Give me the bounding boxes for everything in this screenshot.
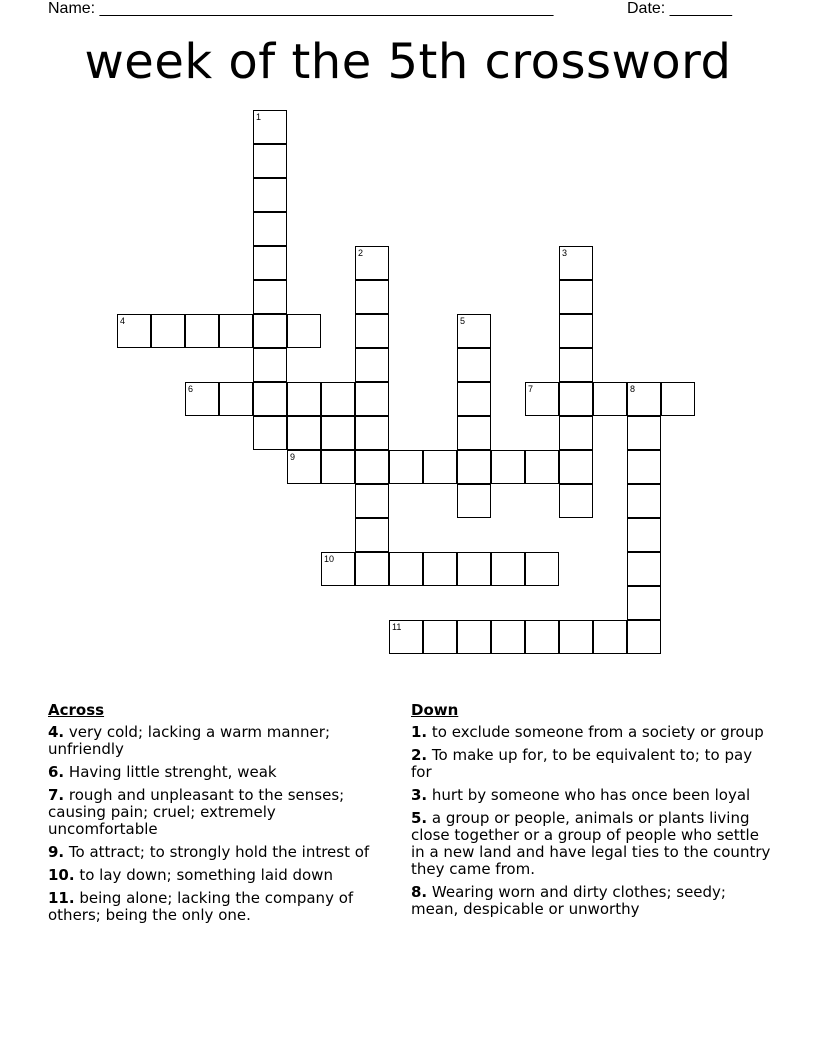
date-field-label[interactable]: Date: _______: [627, 0, 732, 17]
clue-number: 6.: [48, 763, 65, 781]
grid-cell[interactable]: [219, 382, 253, 416]
clue-number: 3.: [411, 786, 428, 804]
clue-text: To make up for, to be equivalent to; to pay for: [411, 746, 753, 781]
clue-across-7: [48, 787, 388, 838]
grid-cell[interactable]: [525, 382, 559, 416]
grid-cell[interactable]: [627, 382, 661, 416]
grid-cell[interactable]: [355, 518, 389, 552]
clue-text: Having little strenght, weak: [68, 763, 277, 781]
clue-down-5: [411, 810, 771, 878]
grid-cell[interactable]: [627, 552, 661, 586]
grid-cell[interactable]: [355, 484, 389, 518]
clue-number-label: 5: [460, 316, 466, 326]
grid-cell[interactable]: [389, 450, 423, 484]
clue-text: very cold; lacking a warm manner; unfriendly: [48, 723, 331, 758]
grid-cell[interactable]: [287, 450, 321, 484]
grid-cell[interactable]: [423, 620, 457, 654]
grid-cell[interactable]: [457, 416, 491, 450]
grid-cell[interactable]: [627, 620, 661, 654]
grid-cell[interactable]: [525, 552, 559, 586]
clue-down-2: [411, 747, 771, 781]
grid-cell[interactable]: [525, 620, 559, 654]
grid-cell[interactable]: [559, 280, 593, 314]
clue-text: hurt by someone who has once been loyal: [431, 786, 751, 804]
grid-cell[interactable]: [559, 314, 593, 348]
grid-cell[interactable]: [355, 382, 389, 416]
clue-text: being alone; lacking the company of others; being the only one.: [48, 889, 354, 924]
grid-cell[interactable]: [287, 382, 321, 416]
clue-number: 7.: [48, 786, 65, 804]
grid-cell[interactable]: [627, 450, 661, 484]
grid-cell[interactable]: [457, 450, 491, 484]
down-heading: Down: [411, 701, 459, 719]
grid-cell[interactable]: [355, 314, 389, 348]
clue-text: to exclude someone from a society or group: [431, 723, 764, 741]
grid-cell[interactable]: [491, 552, 525, 586]
grid-cell[interactable]: [457, 552, 491, 586]
clue-across-11: [48, 890, 388, 924]
grid-cell[interactable]: [253, 110, 287, 144]
grid-cell[interactable]: [253, 280, 287, 314]
clue-number: 4.: [48, 723, 65, 741]
clue-number-label: 4: [120, 316, 126, 326]
grid-cell[interactable]: [253, 178, 287, 212]
clue-number-label: 9: [290, 452, 296, 462]
grid-cell[interactable]: [321, 382, 355, 416]
grid-cell[interactable]: [253, 382, 287, 416]
grid-cell[interactable]: [627, 518, 661, 552]
grid-cell[interactable]: [593, 620, 627, 654]
clue-text: To attract; to strongly hold the intrest of: [68, 843, 370, 861]
clue-across-10: [48, 867, 388, 884]
grid-cell[interactable]: [457, 348, 491, 382]
grid-cell[interactable]: [559, 620, 593, 654]
clue-text: Wearing worn and dirty clothes; seedy; mean, despicable or unworthy: [411, 883, 726, 918]
grid-cell[interactable]: [253, 246, 287, 280]
clue-number-label: 6: [188, 384, 194, 394]
clue-number-label: 1: [256, 112, 262, 122]
grid-cell[interactable]: [661, 382, 695, 416]
grid-cell[interactable]: [457, 620, 491, 654]
clue-across-6: [48, 764, 388, 781]
grid-cell[interactable]: [423, 450, 457, 484]
clue-number-label: 10: [324, 554, 335, 564]
grid-cell[interactable]: [559, 416, 593, 450]
clue-number-label: 11: [392, 622, 402, 632]
grid-cell[interactable]: [219, 314, 253, 348]
clue-across-9: [48, 844, 388, 861]
grid-cell[interactable]: [151, 314, 185, 348]
grid-cell[interactable]: [559, 348, 593, 382]
grid-cell[interactable]: [287, 314, 321, 348]
clue-across-4: [48, 724, 388, 758]
grid-cell[interactable]: [253, 348, 287, 382]
grid-cell[interactable]: [491, 450, 525, 484]
across-heading: Across: [48, 701, 105, 719]
grid-cell[interactable]: [559, 382, 593, 416]
grid-cell[interactable]: [525, 450, 559, 484]
grid-cell[interactable]: [627, 586, 661, 620]
grid-cell[interactable]: [321, 416, 355, 450]
grid-cell[interactable]: [117, 314, 151, 348]
across-clues: [48, 700, 388, 930]
grid-cell[interactable]: [321, 450, 355, 484]
clue-number: 5.: [411, 809, 428, 827]
grid-cell[interactable]: [253, 212, 287, 246]
grid-cell[interactable]: [321, 552, 355, 586]
clue-number-label: 7: [528, 384, 534, 394]
clue-number-label: 2: [358, 248, 364, 258]
name-field-label[interactable]: Name: ___________________________________________________: [48, 0, 554, 17]
grid-cell[interactable]: [185, 382, 219, 416]
grid-cell[interactable]: [389, 552, 423, 586]
clue-down-8: [411, 884, 771, 918]
grid-cell[interactable]: [253, 416, 287, 450]
clue-number: 9.: [48, 843, 65, 861]
clue-number: 11.: [48, 889, 75, 907]
grid-cell[interactable]: [355, 280, 389, 314]
clue-down-1: [411, 724, 771, 741]
grid-cell[interactable]: [559, 484, 593, 518]
grid-cell[interactable]: [185, 314, 219, 348]
clue-number: 8.: [411, 883, 428, 901]
grid-cell[interactable]: [355, 348, 389, 382]
grid-cell[interactable]: [355, 416, 389, 450]
grid-cell[interactable]: [491, 620, 525, 654]
clue-number: 10.: [48, 866, 75, 884]
clue-number-label: 3: [562, 248, 568, 258]
grid-cell[interactable]: [627, 484, 661, 518]
grid-cell[interactable]: [423, 552, 457, 586]
grid-cell[interactable]: [559, 246, 593, 280]
grid-cell[interactable]: [355, 450, 389, 484]
grid-cell[interactable]: [389, 620, 423, 654]
grid-cell[interactable]: [253, 314, 287, 348]
clue-number: 1.: [411, 723, 428, 741]
grid-cell[interactable]: [253, 144, 287, 178]
grid-cell[interactable]: [457, 484, 491, 518]
clue-number: 2.: [411, 746, 428, 764]
page-title: week of the 5th crossword: [84, 34, 732, 90]
clue-number-label: 8: [630, 384, 636, 394]
grid-cell[interactable]: [355, 552, 389, 586]
clue-text: to lay down; something laid down: [79, 866, 333, 884]
grid-cell[interactable]: [457, 382, 491, 416]
down-clues: [411, 700, 771, 924]
grid-cell[interactable]: [593, 382, 627, 416]
clue-down-3: [411, 787, 771, 804]
clue-text: rough and unpleasant to the senses; causing pain; cruel; extremely uncomfortable: [48, 786, 345, 838]
grid-cell[interactable]: [559, 450, 593, 484]
grid-cell[interactable]: [627, 416, 661, 450]
clue-text: a group or people, animals or plants living close together or a group of people who settle in a new land and have legal ties to the country they came from.: [411, 809, 771, 878]
grid-cell[interactable]: [457, 314, 491, 348]
grid-cell[interactable]: [355, 246, 389, 280]
grid-cell[interactable]: [287, 416, 321, 450]
